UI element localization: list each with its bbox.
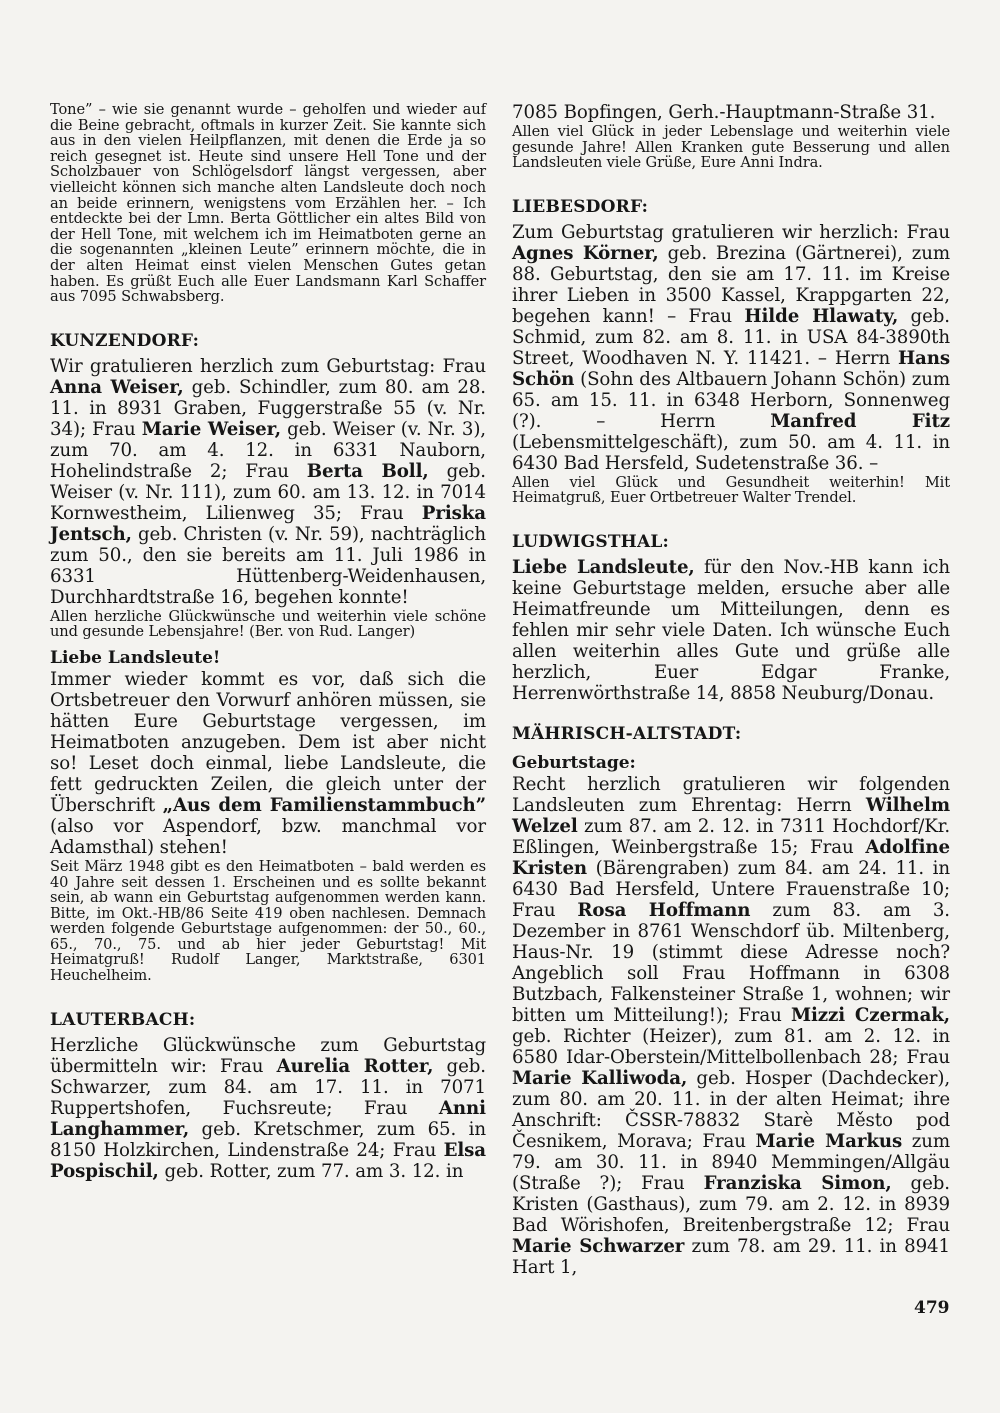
text-run: zum 87. am 2. 12. in 7311 Hochdorf/Kr. Eßlingen, Weinbergstraße 15; Frau <box>512 815 950 858</box>
text-run: LUDWIGSTHAL: <box>512 531 669 552</box>
bold-name: Priska Jentsch, <box>50 502 486 545</box>
bold-name: Mizzi Czermak, <box>790 1004 950 1026</box>
text-run: Seit März 1948 gibt es den Heimatboten – bald werden es 40 Jahre seit dessen 1. Erscheinen und es sollte bekannt sein, ab wann ein Geburtstag aufgenommen werden kann. Bitte, im Okt.-HB/86 Seite 419 oben nachlesen. Demnach werden folgende Geburtstage aufgenommen: der 50., 60., 65., 70., 75. und ab hier jeder Geburtstag! Mit Heimatgruß! Rudolf Langer, Marktstraße, 6301 Heuchelheim. <box>50 857 486 985</box>
text-run: Geburtstage: <box>512 752 636 773</box>
bold-name: Marie Kalliwoda, <box>512 1067 688 1089</box>
subheading <box>50 648 486 669</box>
bold-name: „Aus dem Familienstammbuch” <box>162 794 486 816</box>
bold-name: Marie Markus <box>755 1130 903 1152</box>
text-run: geb. Weiser (v. Nr. 111), zum 60. am 13. 12. in 7014 Kornwestheim, Lilienweg 35; Frau <box>50 460 486 524</box>
body-paragraph <box>512 774 950 1278</box>
text-run: zum 83. am 3. Dezember in 8761 Wenschdorf üb. Miltenberg, Haus-Nr. 19 (stimmt diese Adresse noch? Angeblich soll Frau Hoffmann in 6308 Butzbach, Falkensteiner Straße 1, wohnen; wir bitten um Mitteilung!); Frau <box>512 899 950 1026</box>
text-run: geb. Brezina (Gärtnerei), zum 88. Geburtstag, den sie am 17. 11. im Kreise ihrer Lieben in 3500 Kassel, Krappgarten 22, begehen kann! – Frau <box>512 242 951 327</box>
bold-name: Hilde Hlawaty, <box>744 305 899 327</box>
text-run: geb. Richter (Heizer), zum 81. am 2. 12. in 6580 Idar-Oberstein/Mittelbollenbach 28; Frau <box>512 1025 950 1068</box>
text-run: zum 79. am 30. 11. in 8940 Memmingen/Allgäu (Straße ?); Frau <box>512 1130 950 1194</box>
bold-name: Marie Schwarzer <box>512 1235 685 1257</box>
text-run: geb. Rotter, zum 77. am 3. 12. in <box>158 1160 464 1182</box>
note-paragraph <box>50 859 486 984</box>
bold-name: Adolfine Kristen <box>512 836 950 879</box>
text-run: geb. Schindler, zum 80. am 28. 11. in 8931 Graben, Fuggerstraße 55 (v. Nr. 34); Frau <box>50 376 486 440</box>
text-run: Immer wieder kommt es vor, daß sich die Ortsbetreuer den Vorwurf anhören müssen, sie hätten Eure Geburtstage vergessen, im Heimatboten anzugeben. Dem ist aber nicht so! Leset doch einmal, liebe Landsleute, die fett gedruckten Zeilen, die gleich unter der Überschrift <box>50 668 486 816</box>
bold-name: Aurelia Rotter, <box>276 1055 434 1077</box>
text-run: Allen viel Glück und Gesundheit weiterhin! Mit Heimatgruß, Euer Ortbetreuer Walter Trendel. <box>512 473 950 507</box>
bold-name: Franziska Simon, <box>703 1172 892 1194</box>
section-heading <box>50 331 486 352</box>
note-paragraph <box>512 124 950 171</box>
left-column <box>50 102 486 1182</box>
text-run: KUNZENDORF: <box>50 330 200 351</box>
page-number: 479 <box>914 1298 950 1318</box>
text-run: (Bärengraben) zum 84. am 24. 11. in 6430 Bad Hersfeld, Untere Frauenstraße 10; Frau <box>512 857 950 921</box>
text-run: LIEBESDORF: <box>512 196 649 217</box>
bold-name: Liebe Landsleute, <box>512 556 695 578</box>
body-paragraph <box>50 356 486 608</box>
bold-name: Hans Schön <box>512 347 950 390</box>
text-run: MÄHRISCH-ALTSTADT: <box>512 723 742 744</box>
text-run: geb. Christen (v. Nr. 59), nachträglich zum 50., den sie bereits am 11. Juli 1986 in 6331 Hüttenberg-Weidenhausen, Durchhardtstraße 16, begehen konnte! <box>50 523 486 608</box>
right-column <box>512 102 950 1278</box>
note-paragraph <box>50 609 486 640</box>
text-run: (Sohn des Altbauern Johann Schön) zum 65. am 15. 11. in 6348 Herborn, Sonnenweg (?). – Herrn <box>512 368 950 432</box>
bold-name: Manfred Fitz <box>770 410 950 432</box>
text-run: geb. Weiser (v. Nr. 3), zum 70. am 4. 12. in 6331 Nauborn, Hohelindstraße 2; Frau <box>50 418 486 482</box>
section-heading <box>512 532 950 553</box>
note-paragraph <box>512 475 950 506</box>
section-heading <box>512 197 950 218</box>
text-run: geb. Schwarzer, zum 84. am 17. 11. in 7071 Ruppertshofen, Fuchsreute; Frau <box>50 1055 486 1119</box>
text-run: Wir gratulieren herzlich zum Geburtstag: Frau <box>50 355 486 377</box>
body-paragraph <box>512 102 950 123</box>
text-run: geb. Hosper (Dachdecker), zum 80. am 20. 11. in der alten Heimat; ihre Anschrift: ČSSR-78832 Starè Město pod Česnikem, Morava; Frau <box>512 1067 951 1152</box>
bold-name: Elsa Pospischil, <box>50 1139 486 1182</box>
bold-name: Anni Langhammer, <box>50 1097 486 1140</box>
text-run: Allen viel Glück in jeder Lebenslage und weiterhin viele gesunde Jahre! Allen Kranken gute Besserung und allen Landsleuten viele Grüße, Eure Anni Indra. <box>512 123 950 172</box>
bold-name: Rosa Hoffmann <box>577 899 751 921</box>
text-run: 7085 Bopfingen, Gerh.-Hauptmann-Straße 31. <box>512 102 936 123</box>
bold-name: Berta Boll, <box>306 460 429 482</box>
bold-name: Agnes Körner, <box>512 242 659 264</box>
body-paragraph <box>50 669 486 858</box>
text-run: geb. Kretschmer, zum 65. in 8150 Holzkirchen, Lindenstraße 24; Frau <box>50 1118 486 1161</box>
text-run: Liebe Landsleute! <box>50 647 221 668</box>
body-paragraph <box>512 557 950 704</box>
bold-name: Anna Weiser, <box>50 376 184 398</box>
section-heading <box>512 724 950 745</box>
subheading <box>512 753 950 774</box>
bold-name: Marie Weiser, <box>141 418 281 440</box>
text-run: (also vor Aspendorf, bzw. manchmal vor Adamsthal) stehen! <box>50 815 486 858</box>
text-run: geb. Kristen (Gasthaus), zum 79. am 2. 12. in 8939 Bad Wörishofen, Breitenbergstraße 12; Frau <box>512 1172 950 1236</box>
note-paragraph <box>50 102 486 305</box>
text-run: für den Nov.-HB kann ich keine Geburtstage melden, ersuche aber alle Heimatfreunde um Mitteilungen, denn es fehlen mir sehr viele Daten. Ich wünsche Euch allen weiterhin alles Gute und grüße alle herzlich, Euer Edgar Franke, Herrenwörthstraße 14, 8858 Neuburg/Donau. <box>512 556 950 704</box>
body-paragraph <box>512 222 950 474</box>
bold-name: Wilhelm Welzel <box>512 794 950 837</box>
text-run: LAUTERBACH: <box>50 1009 196 1030</box>
text-run: Allen herzliche Glückwünsche und weiterhin viele schöne und gesunde Lebensjahre! (Ber. von Rud. Langer) <box>50 607 486 641</box>
text-run: (Lebensmittelgeschäft), zum 50. am 4. 11. in 6430 Bad Hersfeld, Sudetenstraße 36. – <box>512 431 950 474</box>
text-run: Tone” – wie sie genannt wurde – geholfen und wieder auf die Beine gebracht, oftmals in kurzer Zeit. Sie kannte sich aus in den vielen Heilpflanzen, mit denen die Erde ja so reich gesegnet ist. Heute sind unsere Hell Tone und der Scholzbauer von Schlögelsdorf längst vergessen, aber vielleicht können sich manche alten Landsleute doch noch an beide erinnern, wenigstens vom Erzählen her. – Ich entdeckte bei der Lmn. Berta Göttlicher ein altes Bild von der Hell Tone, mit welchem ich im Heimatboten gerne an die sogenannten „kleinen Leute” erinnern möchte, die in der alten Heimat einst vielen Menschen Gutes getan haben. Es grüßt Euch alle Euer Landsmann Karl Schaffer aus 7095 Schwabsberg. <box>50 101 486 306</box>
section-heading <box>50 1010 486 1031</box>
text-run: geb. Schmid, zum 82. am 8. 11. in USA 84-3890th Street, Woodhaven N. Y. 11421. – Herrn <box>512 305 950 369</box>
text-run: zum 78. am 29. 11. in 8941 Hart 1, <box>512 1235 950 1278</box>
text-run: Herzliche Glückwünsche zum Geburtstag übermitteln wir: Frau <box>50 1034 486 1077</box>
text-run: Zum Geburtstag gratulieren wir herzlich: Frau <box>512 221 950 243</box>
text-run: Recht herzlich gratulieren wir folgenden Landsleuten zum Ehrentag: Herrn <box>512 773 950 816</box>
body-paragraph <box>50 1035 486 1182</box>
